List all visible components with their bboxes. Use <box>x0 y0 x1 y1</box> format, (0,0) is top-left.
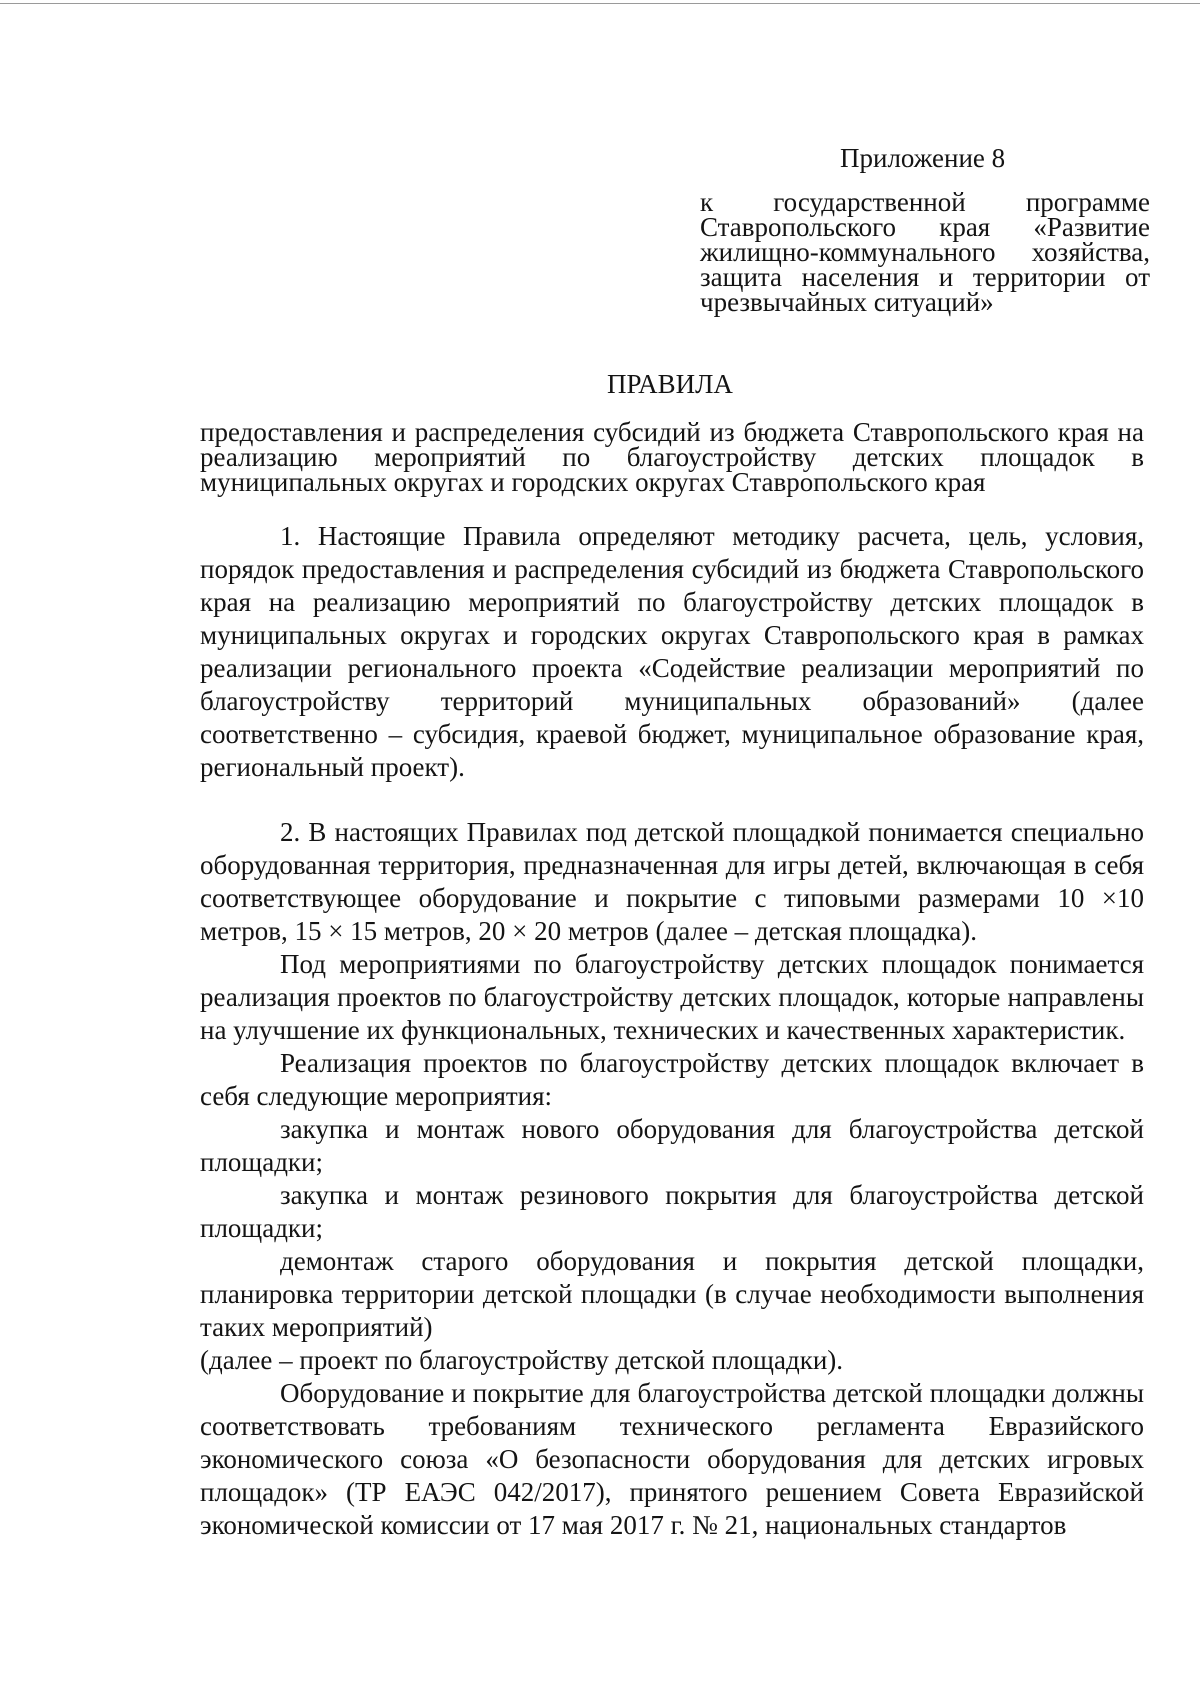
list-item-coating: закупка и монтаж резинового покрытия для благоустройства детской площадки; <box>200 1180 1144 1243</box>
paragraph-1: 1. Настоящие Правила определяют методику расчета, цель, условия, порядок предоставления и распределения субсидий из бюджета Ставропольского края на реализацию мероприятий по благоустройству детских площадок в муниципальных округах и городских округах Ставропольского края в рамках реализации регионального проекта «Содействие реализации мероприятий по благоустройству территорий муниципальных образований» (далее соответственно – субсидия, краевой бюджет, муниципальное образование края, региональный проект). <box>200 521 1144 782</box>
document-title: ПРАВИЛА <box>607 369 733 399</box>
paragraph-2: 2. В настоящих Правилах под детской площадкой понимается специально оборудованная территория, предназначенная для игры детей, включающая в себя соответствующее оборудование и покрытие с типовыми размерами 10 ×10 метров, 15 × 15 метров, 20 × 20 метров (далее – детская площадка). <box>200 817 1144 946</box>
paragraph-3: Под мероприятиями по благоустройству детских площадок понимается реализация проектов по благоустройству детских площадок, которые направлены на улучшение их функциональных, технических и качественных характеристик. <box>200 949 1144 1045</box>
document-subtitle: предоставления и распределения субсидий из бюджета Ставропольского края на реализацию мероприятий по благоустройству детских площадок в муниципальных округах и городских округах Ставропольского края <box>200 417 1144 497</box>
appendix-title: Приложение 8 <box>840 143 1006 173</box>
scan-top-edge-line <box>0 3 1200 4</box>
list-item-dismantling: демонтаж старого оборудования и покрытия детской площадки, планировка территории детской площадки (в случае необходимости выполнения таких мероприятий) <box>200 1246 1144 1342</box>
paragraph-4: Реализация проектов по благоустройству детских площадок включает в себя следующие мероприятия: <box>200 1048 1144 1111</box>
paragraph-requirements: Оборудование и покрытие для благоустройства детской площадки должны соответствовать требованиям технического регламента Евразийского экономического союза «О безопасности оборудования для детских игровых площадок» (ТР ЕАЭС 042/2017), принятого решением Совета Евразийской экономической комиссии от 17 мая 2017 г. № 21, национальных стандартов <box>200 1378 1144 1540</box>
document-body <box>200 520 1144 1542</box>
appendix-reference: к государственной программе Ставропольского края «Развитие жилищно-коммунального хозяйства, защита населения и территории от чрезвычайных ситуаций» <box>700 187 1150 317</box>
paragraph-definition: (далее – проект по благоустройству детской площадки). <box>200 1345 844 1375</box>
list-item-equipment: закупка и монтаж нового оборудования для благоустройства детской площадки; <box>200 1114 1144 1177</box>
